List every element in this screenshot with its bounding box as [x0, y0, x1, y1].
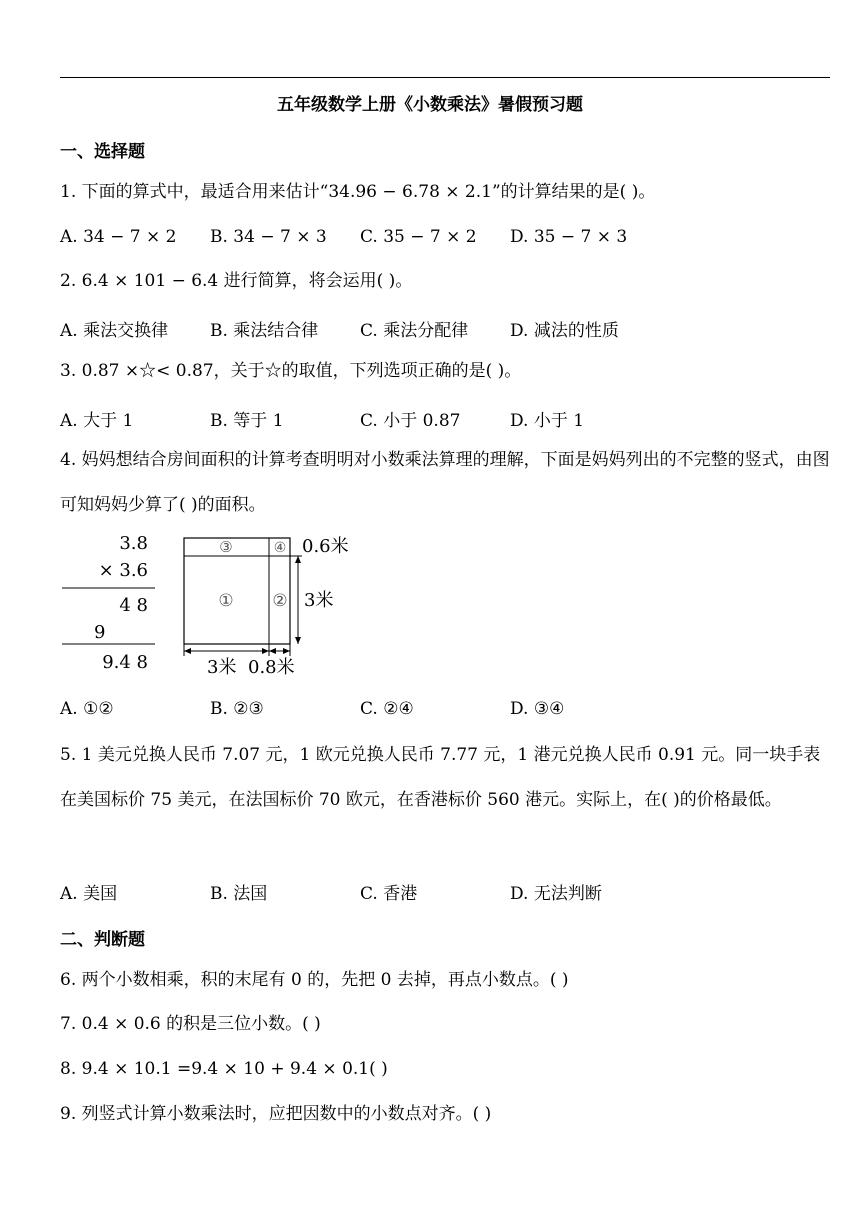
header-rule — [60, 77, 830, 78]
region-1-label: ① — [218, 591, 234, 611]
option-d: D. 小于 1 — [510, 411, 585, 431]
question-3: 3. 0.87 ×☆< 0.87，关于☆的取值，下列选项正确的是( )。 — [60, 361, 522, 381]
calc-line-3: 4 8 — [119, 595, 148, 616]
option-a: A. 乘法交换律 — [60, 321, 169, 341]
option-c: C. 香港 — [360, 884, 418, 904]
calc-line-4: 9 — [94, 622, 106, 643]
question-5: 5. 1 美元兑换人民币 7.07 元，1 欧元兑换人民币 7.77 元，1 港元兑换人民币 0.91 元。同一块手表在美国标价 75 美元，在法国标价 70 欧元，在香港标价 560 港元。实际上，在( )的价格最低。 — [60, 745, 821, 810]
arrow-left — [184, 648, 191, 654]
question-1-options — [60, 227, 835, 257]
option-b: B. ②③ — [210, 699, 264, 719]
option-a: A. 大于 1 — [60, 411, 134, 431]
question-4-options — [60, 699, 835, 729]
dim-label-06: 0.6米 — [302, 536, 349, 557]
question-4-figure — [60, 532, 360, 682]
calc-line-2: × 3.6 — [98, 560, 148, 581]
option-c: C. 35 − 7 × 2 — [360, 227, 477, 247]
option-b: B. 34 − 7 × 3 — [210, 227, 327, 247]
option-a: A. 美国 — [60, 884, 118, 904]
arrow-left-2 — [269, 648, 276, 654]
option-a: A. ①② — [60, 699, 114, 719]
region-3-label: ③ — [219, 538, 233, 556]
option-c: C. ②④ — [360, 699, 414, 719]
question-9: 9. 列竖式计算小数乘法时，应把因数中的小数点对齐。( ) — [60, 1104, 492, 1124]
dim-label-08: 0.8米 — [248, 657, 295, 678]
question-2-options — [60, 316, 835, 346]
worksheet-title: 五年级数学上册《小数乘法》暑假预习题 — [277, 95, 583, 115]
region-4-label: ④ — [273, 540, 287, 556]
option-b: B. 乘法结合律 — [210, 321, 319, 341]
area-diagram — [60, 532, 360, 682]
section-judge-heading: 二、判断题 — [60, 930, 145, 950]
calc-line-5: 9.4 8 — [102, 652, 148, 673]
arrow-up — [295, 556, 301, 563]
option-d: D. 减法的性质 — [510, 321, 619, 341]
dim-label-3-bottom: 3米 — [207, 657, 237, 678]
option-a: A. 34 − 7 × 2 — [60, 227, 177, 247]
arrow-right-1 — [262, 648, 269, 654]
option-b: B. 法国 — [210, 884, 268, 904]
option-c: C. 小于 0.87 — [360, 411, 461, 431]
region-2-label: ② — [272, 591, 288, 611]
option-d: D. 35 − 7 × 3 — [510, 227, 628, 247]
option-d: D. ③④ — [510, 699, 565, 719]
question-3-options — [60, 406, 835, 436]
section-choice-heading: 一、选择题 — [60, 142, 145, 162]
question-6: 6. 两个小数相乘，积的末尾有 0 的，先把 0 去掉，再点小数点。( ) — [60, 970, 569, 990]
option-d: D. 无法判断 — [510, 884, 602, 904]
arrow-right-2 — [283, 648, 290, 654]
question-5-options — [60, 879, 835, 909]
question-1: 1. 下面的算式中，最适合用来估计“34.96 − 6.78 × 2.1”的计算结果的是( )。 — [60, 182, 656, 202]
option-b: B. 等于 1 — [210, 411, 284, 431]
question-2: 2. 6.4 × 101 − 6.4 进行简算，将会运用( )。 — [60, 271, 413, 291]
calc-line-1: 3.8 — [119, 533, 148, 554]
arrow-down — [295, 637, 301, 644]
question-8: 8. 9.4 × 10.1 =9.4 × 10 + 9.4 × 0.1( ) — [60, 1059, 388, 1079]
dim-label-3-right: 3米 — [304, 590, 334, 611]
question-7: 7. 0.4 × 0.6 的积是三位小数。( ) — [60, 1014, 321, 1034]
question-4: 4. 妈妈想结合房间面积的计算考查明明对小数乘法算理的理解，下面是妈妈列出的不完整的竖式，由图可知妈妈少算了( )的面积。 — [60, 450, 830, 515]
option-c: C. 乘法分配律 — [360, 321, 469, 341]
